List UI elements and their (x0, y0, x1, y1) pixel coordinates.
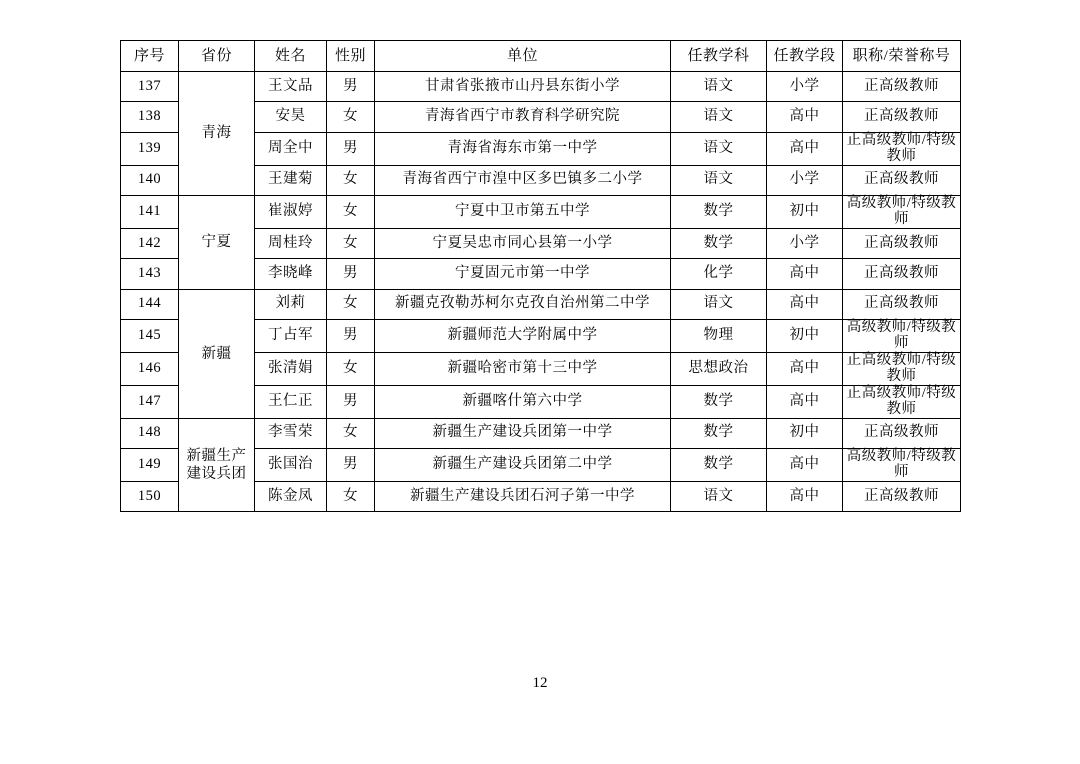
cell-seq: 142 (121, 228, 179, 258)
cell-seq: 139 (121, 132, 179, 165)
page-number: 12 (532, 675, 548, 691)
cell-subject: 物理 (671, 320, 767, 353)
cell-unit: 青海省海东市第一中学 (375, 132, 671, 165)
cell-seq: 141 (121, 196, 179, 229)
cell-stage: 初中 (767, 196, 843, 229)
cell-seq: 138 (121, 102, 179, 132)
cell-name: 周全中 (255, 132, 327, 165)
cell-seq: 146 (121, 352, 179, 385)
cell-gender: 女 (327, 102, 375, 132)
cell-stage: 高中 (767, 352, 843, 385)
cell-subject: 数学 (671, 418, 767, 448)
cell-unit: 甘肃省张掖市山丹县东街小学 (375, 72, 671, 102)
cell-seq: 145 (121, 320, 179, 353)
province-line: 建设兵团 (186, 466, 247, 483)
cell-stage: 高中 (767, 102, 843, 132)
cell-province (179, 418, 255, 512)
cell-stage: 高中 (767, 385, 843, 418)
cell-unit: 新疆喀什第六中学 (375, 385, 671, 418)
cell-name: 周桂玲 (255, 228, 327, 258)
header-province: 省份 (179, 41, 255, 72)
cell-seq: 140 (121, 165, 179, 195)
cell-name: 刘莉 (255, 289, 327, 319)
cell-subject: 数学 (671, 449, 767, 482)
cell-stage: 小学 (767, 228, 843, 258)
province-line: 宁夏 (201, 234, 232, 251)
cell-stage: 高中 (767, 132, 843, 165)
cell-unit: 新疆哈密市第十三中学 (375, 352, 671, 385)
cell-stage: 小学 (767, 72, 843, 102)
cell-subject: 语文 (671, 132, 767, 165)
cell-gender: 女 (327, 289, 375, 319)
cell-unit: 新疆生产建设兵团第一中学 (375, 418, 671, 448)
cell-gender: 男 (327, 72, 375, 102)
cell-stage: 初中 (767, 320, 843, 353)
cell-province (179, 289, 255, 418)
cell-stage: 高中 (767, 449, 843, 482)
cell-name: 李雪荣 (255, 418, 327, 448)
cell-title: 高级教师/特级教师 (843, 196, 961, 229)
cell-name: 张清娟 (255, 352, 327, 385)
cell-title: 正高级教师 (843, 259, 961, 289)
cell-name: 张国治 (255, 449, 327, 482)
table-body (121, 72, 961, 512)
header-name: 姓名 (255, 41, 327, 72)
cell-unit: 宁夏固元市第一中学 (375, 259, 671, 289)
cell-gender: 女 (327, 481, 375, 511)
cell-stage: 高中 (767, 259, 843, 289)
cell-name: 安昊 (255, 102, 327, 132)
cell-seq: 148 (121, 418, 179, 448)
cell-gender: 男 (327, 132, 375, 165)
cell-gender: 男 (327, 259, 375, 289)
cell-gender: 女 (327, 228, 375, 258)
table-row (121, 72, 961, 102)
cell-seq: 150 (121, 481, 179, 511)
cell-subject: 数学 (671, 228, 767, 258)
header-title: 职称/荣誉称号 (843, 41, 961, 72)
table-row (121, 196, 961, 229)
cell-subject: 化学 (671, 259, 767, 289)
cell-unit: 青海省西宁市教育科学研究院 (375, 102, 671, 132)
cell-gender: 男 (327, 385, 375, 418)
cell-stage: 小学 (767, 165, 843, 195)
roster-table-container (120, 40, 960, 512)
cell-subject: 思想政治 (671, 352, 767, 385)
table-row (121, 418, 961, 448)
cell-stage: 高中 (767, 481, 843, 511)
cell-province (179, 72, 255, 196)
cell-seq: 147 (121, 385, 179, 418)
cell-subject: 语文 (671, 102, 767, 132)
cell-name: 王仁正 (255, 385, 327, 418)
cell-stage: 高中 (767, 289, 843, 319)
header-unit: 单位 (375, 41, 671, 72)
cell-seq: 143 (121, 259, 179, 289)
cell-title: 正高级教师 (843, 481, 961, 511)
header-stage: 任教学段 (767, 41, 843, 72)
cell-gender: 女 (327, 418, 375, 448)
cell-title: 正高级教师 (843, 418, 961, 448)
province-line: 青海 (201, 125, 232, 142)
table-header-row (121, 41, 961, 72)
cell-name: 李晓峰 (255, 259, 327, 289)
cell-title: 正高级教师/特级教师 (843, 352, 961, 385)
cell-name: 丁占军 (255, 320, 327, 353)
cell-name: 陈金凤 (255, 481, 327, 511)
cell-title: 正高级教师/特级教师 (843, 132, 961, 165)
cell-province (179, 196, 255, 290)
cell-gender: 女 (327, 196, 375, 229)
cell-gender: 男 (327, 320, 375, 353)
header-seq: 序号 (121, 41, 179, 72)
cell-seq: 149 (121, 449, 179, 482)
cell-unit: 新疆生产建设兵团第二中学 (375, 449, 671, 482)
cell-stage: 初中 (767, 418, 843, 448)
cell-name: 崔淑婷 (255, 196, 327, 229)
cell-title: 高级教师/特级教师 (843, 449, 961, 482)
header-gender: 性别 (327, 41, 375, 72)
cell-unit: 新疆生产建设兵团石河子第一中学 (375, 481, 671, 511)
cell-subject: 语文 (671, 72, 767, 102)
header-subject: 任教学科 (671, 41, 767, 72)
cell-subject: 语文 (671, 289, 767, 319)
cell-subject: 语文 (671, 481, 767, 511)
cell-title: 高级教师/特级教师 (843, 320, 961, 353)
cell-seq: 144 (121, 289, 179, 319)
cell-title: 正高级教师 (843, 72, 961, 102)
table-header (121, 41, 961, 72)
cell-unit: 宁夏中卫市第五中学 (375, 196, 671, 229)
cell-title: 正高级教师/特级教师 (843, 385, 961, 418)
cell-title: 正高级教师 (843, 228, 961, 258)
province-line: 新疆 (201, 345, 232, 362)
cell-gender: 女 (327, 352, 375, 385)
cell-unit: 新疆克孜勒苏柯尔克孜自治州第二中学 (375, 289, 671, 319)
cell-subject: 语文 (671, 165, 767, 195)
cell-unit: 宁夏吴忠市同心县第一小学 (375, 228, 671, 258)
cell-unit: 新疆师范大学附属中学 (375, 320, 671, 353)
cell-gender: 男 (327, 449, 375, 482)
cell-gender: 女 (327, 165, 375, 195)
cell-title: 正高级教师 (843, 165, 961, 195)
roster-table (120, 40, 961, 512)
cell-name: 王文品 (255, 72, 327, 102)
cell-subject: 数学 (671, 196, 767, 229)
cell-seq: 137 (121, 72, 179, 102)
cell-unit: 青海省西宁市湟中区多巴镇多二小学 (375, 165, 671, 195)
cell-title: 正高级教师 (843, 289, 961, 319)
cell-name: 王建菊 (255, 165, 327, 195)
table-row (121, 289, 961, 319)
cell-subject: 数学 (671, 385, 767, 418)
province-line: 新疆生产 (186, 447, 247, 464)
cell-title: 正高级教师 (843, 102, 961, 132)
